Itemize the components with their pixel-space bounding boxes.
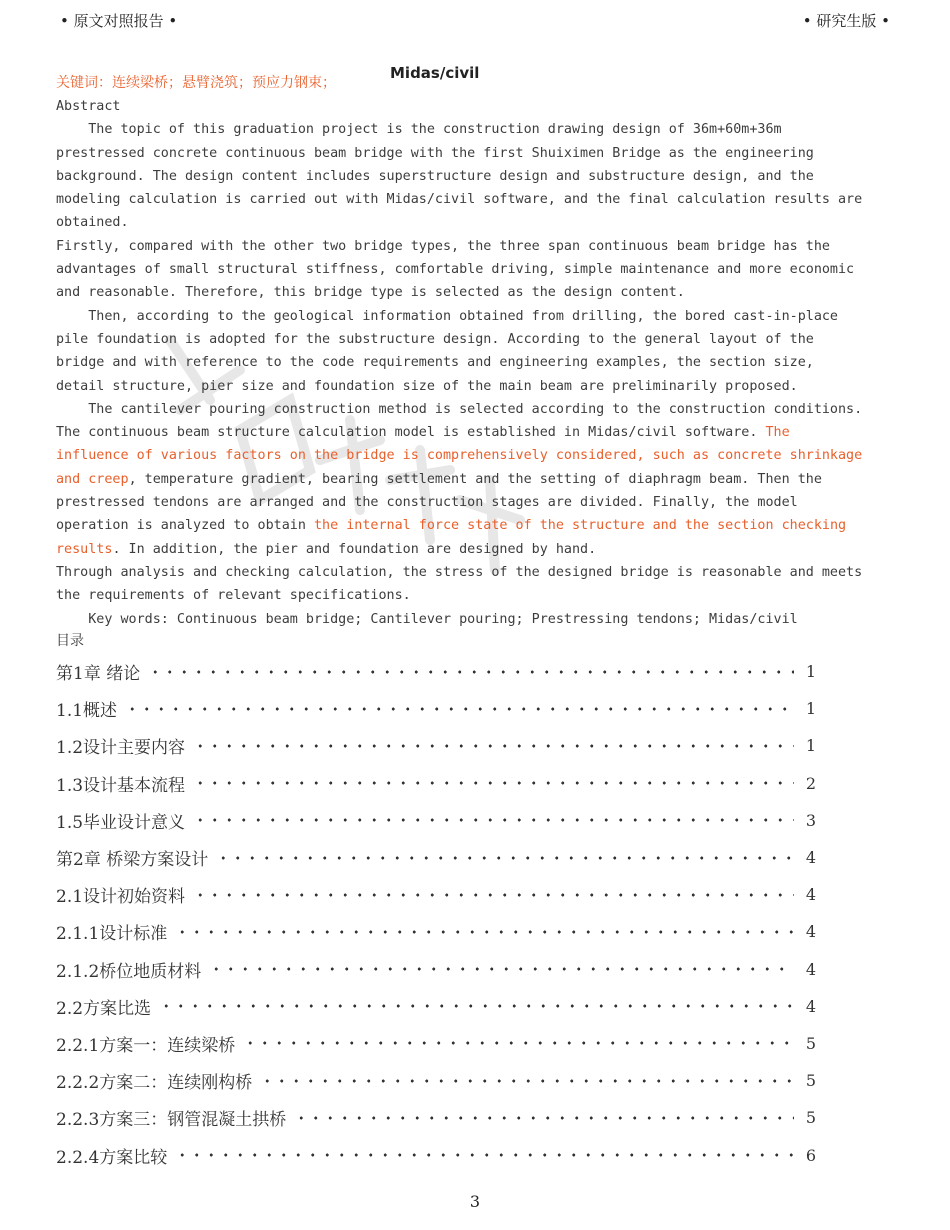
toc-leader-dots xyxy=(159,1004,794,1008)
highlighted-text: results xyxy=(56,541,113,557)
toc-leader-dots xyxy=(125,707,794,711)
abstract-text: background. The design content includes superstructure design and substructure design, and the xyxy=(56,168,814,184)
abstract-line xyxy=(56,351,896,374)
abstract-text: Through analysis and checking calculation, the stress of the designed bridge is reasonable and meets xyxy=(56,564,863,580)
keywords-chinese: 关键词：连续梁桥；悬臂浇筑；预应力钢束； xyxy=(56,75,336,91)
abstract-text: advantages of small structural stiffness, comfortable driving, simple maintenance and more economic xyxy=(56,262,855,278)
abstract-text: Firstly, compared with the other two bridge types, the three span continuous beam bridge has the xyxy=(56,238,830,254)
toc-entry-page: 3 xyxy=(805,810,816,830)
toc-leader-dots xyxy=(193,744,794,748)
abstract-line xyxy=(56,561,896,584)
toc-entry[interactable] xyxy=(56,913,816,950)
abstract-text: Key words: Continuous beam bridge; Cantilever pouring; Prestressing tendons; Midas/civil xyxy=(56,611,798,627)
table-of-contents xyxy=(56,653,816,1174)
abstract-text: prestressed tendons are arranged and the construction stages are divided. Finally, the model xyxy=(56,495,798,511)
toc-entry-page: 5 xyxy=(805,1108,816,1128)
toc-entry-label: 第2章 桥梁方案设计 xyxy=(56,850,209,871)
page-header xyxy=(60,10,890,32)
toc-entry[interactable] xyxy=(56,876,816,913)
abstract-line xyxy=(56,165,896,188)
toc-entry-page: 1 xyxy=(805,699,816,719)
toc-entry[interactable] xyxy=(56,951,816,988)
header-report-title: • 原文对照报告 • xyxy=(60,12,178,30)
toc-entry-label: 2.2.3方案三：钢管混凝土拱桥 xyxy=(56,1110,287,1131)
abstract-text: , temperature gradient, bearing settlement and the setting of diaphragm beam. Then the xyxy=(128,471,822,487)
abstract-line xyxy=(56,491,896,514)
page-number: 3 xyxy=(469,1192,481,1211)
toc-entry-label: 2.2方案比选 xyxy=(56,998,152,1019)
abstract-line xyxy=(56,398,896,421)
abstract-line xyxy=(56,468,896,491)
toc-leader-dots xyxy=(243,1041,794,1045)
toc-leader-dots xyxy=(148,670,794,674)
toc-leader-dots xyxy=(216,856,794,860)
toc-leader-dots xyxy=(193,818,794,822)
toc-leader-dots xyxy=(260,1079,794,1083)
toc-entry[interactable] xyxy=(56,727,816,764)
toc-entry-label: 2.2.4方案比较 xyxy=(56,1147,168,1168)
toc-entry-label: 1.1概述 xyxy=(56,701,118,722)
toc-entry-page: 6 xyxy=(805,1145,816,1165)
header-edition: • 研究生版 • xyxy=(802,12,890,30)
highlighted-text: the internal force state of the structure and the section checking xyxy=(313,518,847,534)
abstract-line xyxy=(56,421,896,444)
toc-leader-dots xyxy=(193,893,794,897)
abstract-line xyxy=(56,188,896,211)
abstract-text: The cantilever pouring construction method is selected according to the construction conditions. xyxy=(56,401,863,417)
abstract-line xyxy=(56,142,896,165)
abstract-line xyxy=(56,211,896,234)
abstract-text: pile foundation is adopted for the substructure design. According to the general layout of the xyxy=(56,331,814,347)
abstract-line xyxy=(56,95,896,118)
toc-entry[interactable] xyxy=(56,1136,816,1173)
toc-title: 目录 xyxy=(56,633,84,649)
toc-entry[interactable] xyxy=(56,802,816,839)
toc-entry[interactable] xyxy=(56,988,816,1025)
toc-entry-label: 2.1.1设计标准 xyxy=(56,924,168,945)
abstract-text: operation is analyzed to obtain xyxy=(56,518,314,534)
midas-civil-label: Midas/civil xyxy=(390,64,480,82)
abstract-text: detail structure, pier size and foundation size of the main beam are preliminarily proposed. xyxy=(56,378,798,394)
toc-entry-page: 4 xyxy=(805,996,816,1016)
abstract-line xyxy=(56,444,896,467)
toc-entry[interactable] xyxy=(56,1099,816,1136)
abstract-line xyxy=(56,235,896,258)
toc-entry[interactable] xyxy=(56,1025,816,1062)
abstract-text: The continuous beam structure calculation model is established in Midas/civil software. xyxy=(56,425,766,441)
abstract-text: Abstract xyxy=(56,99,121,114)
abstract-line xyxy=(56,305,896,328)
abstract-line xyxy=(56,375,896,398)
abstract-line xyxy=(56,118,896,141)
toc-entry-label: 1.2设计主要内容 xyxy=(56,738,186,759)
toc-entry-page: 4 xyxy=(805,848,816,868)
toc-entry-label: 2.2.2方案二：连续刚构桥 xyxy=(56,1073,253,1094)
toc-leader-dots xyxy=(294,1116,794,1120)
toc-leader-dots xyxy=(209,967,794,971)
abstract-line xyxy=(56,328,896,351)
toc-entry-label: 1.3设计基本流程 xyxy=(56,775,186,796)
toc-entry-label: 2.1.2桥位地质材料 xyxy=(56,961,202,982)
abstract-text: the requirements of relevant specifications. xyxy=(56,588,411,604)
toc-leader-dots xyxy=(175,930,794,934)
toc-entry-label: 2.1设计初始资料 xyxy=(56,887,186,908)
toc-entry-page: 1 xyxy=(805,662,816,682)
abstract-text: The topic of this graduation project is the construction drawing design of 36m+60m+36m xyxy=(56,122,782,138)
abstract-text: obtained. xyxy=(56,215,129,231)
toc-leader-dots xyxy=(175,1153,794,1157)
abstract-text: and reasonable. Therefore, this bridge type is selected as the design content. xyxy=(56,285,685,301)
abstract-text: bridge and with reference to the code requirements and engineering examples, the section size, xyxy=(56,355,814,371)
abstract-text: Then, according to the geological information obtained from drilling, the bored cast-in-place xyxy=(56,308,838,324)
abstract-line xyxy=(56,281,896,304)
abstract-line xyxy=(56,514,896,537)
abstract-text: modeling calculation is carried out with Midas/civil software, and the final calculation results are xyxy=(56,192,863,208)
toc-entry-page: 2 xyxy=(805,773,816,793)
abstract-text: . In addition, the pier and foundation are designed by hand. xyxy=(112,541,597,557)
toc-entry[interactable] xyxy=(56,839,816,876)
toc-entry[interactable] xyxy=(56,690,816,727)
toc-entry-label: 2.2.1方案一：连续梁桥 xyxy=(56,1035,236,1056)
toc-entry-page: 4 xyxy=(805,922,816,942)
abstract-line xyxy=(56,608,896,631)
toc-entry-label: 第1章 绪论 xyxy=(56,664,141,685)
toc-entry-page: 4 xyxy=(805,959,816,979)
toc-entry-page: 5 xyxy=(805,1071,816,1091)
abstract-section xyxy=(56,95,896,631)
abstract-text: prestressed concrete continuous beam bridge with the first Shuiximen Bridge as the engineering xyxy=(56,145,814,161)
highlighted-text: and creep xyxy=(56,471,129,487)
toc-entry[interactable] xyxy=(56,765,816,802)
toc-entry[interactable] xyxy=(56,653,816,690)
highlighted-text: The xyxy=(765,425,790,441)
abstract-line xyxy=(56,258,896,281)
toc-entry-label: 1.5毕业设计意义 xyxy=(56,812,186,833)
highlighted-text: influence of various factors on the bridge is comprehensively considered, such as concrete shrinkage xyxy=(56,448,863,464)
toc-entry-page: 1 xyxy=(805,736,816,756)
toc-entry[interactable] xyxy=(56,1062,816,1099)
abstract-line xyxy=(56,538,896,561)
toc-entry-page: 4 xyxy=(805,885,816,905)
toc-leader-dots xyxy=(193,781,794,785)
toc-entry-page: 5 xyxy=(805,1033,816,1053)
abstract-line xyxy=(56,584,896,607)
